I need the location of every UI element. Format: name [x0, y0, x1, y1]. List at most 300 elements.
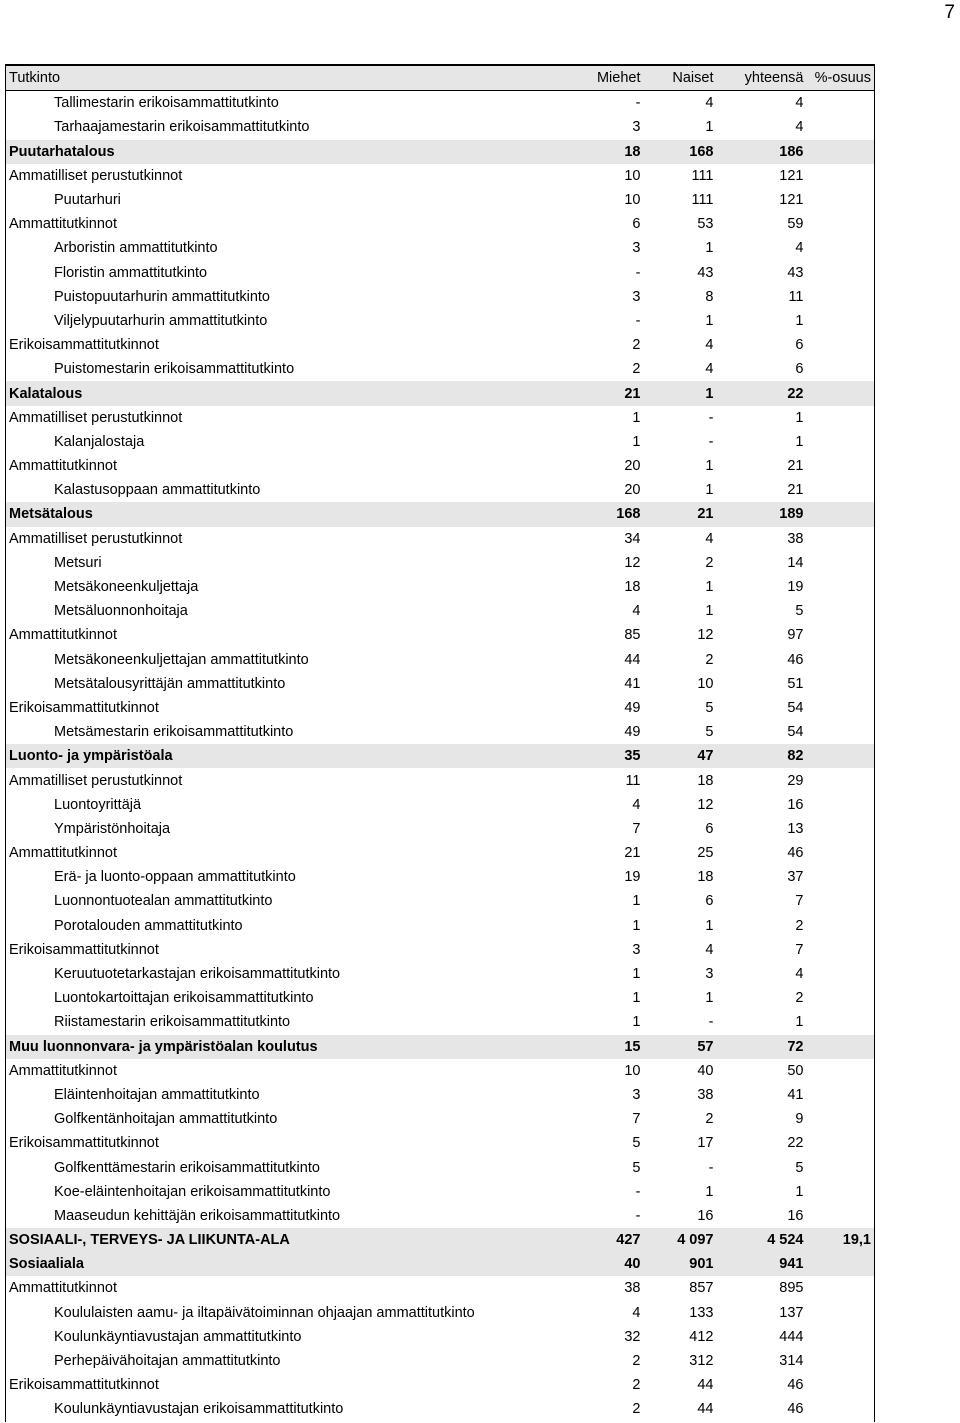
header-women: Naiset — [644, 65, 717, 91]
total-cell: 11 — [788, 288, 804, 305]
women-cell: - — [708, 433, 714, 450]
women-cell: 18 — [697, 772, 714, 789]
table-row-item — [6, 817, 875, 841]
table-row-field — [6, 502, 875, 526]
women-cell: 1 — [705, 119, 714, 136]
qualification-cell: Riistamestarin erikoisammattitutkinto — [54, 1014, 291, 1031]
total-cell: 121 — [779, 167, 804, 184]
women-cell: 12 — [697, 796, 714, 813]
women-cell: 25 — [697, 845, 714, 862]
women-cell: 111 — [691, 192, 714, 209]
women-cell: - — [708, 1014, 714, 1031]
table-row-item — [6, 889, 875, 913]
total-cell: 41 — [787, 1086, 804, 1103]
share-cell — [807, 793, 875, 817]
total-cell: 4 — [795, 119, 804, 136]
men-cell: 38 — [624, 1280, 641, 1297]
qualification-cell: Porotalouden ammattitutkinto — [54, 917, 243, 934]
men-cell: 41 — [624, 675, 641, 692]
table-row-field — [6, 1252, 875, 1276]
table-row-cat — [6, 406, 875, 430]
qualification-cell: Golfkentänhoitajan ammattitutkinto — [54, 1111, 278, 1128]
table-row-item — [6, 261, 875, 285]
share-cell — [807, 841, 875, 865]
men-cell: 1 — [632, 917, 641, 934]
table-row-cat — [6, 938, 875, 962]
share-cell — [807, 720, 875, 744]
total-cell: 14 — [787, 554, 804, 571]
total-cell: 1 — [795, 312, 804, 329]
table-row-cat — [6, 768, 875, 792]
men-cell: 10 — [624, 192, 641, 209]
table-row-item — [6, 1204, 875, 1228]
table-row-item — [6, 648, 875, 672]
table-row-item — [6, 1180, 875, 1204]
men-cell: 1 — [632, 1014, 641, 1031]
share-cell — [807, 212, 875, 236]
total-cell: 7 — [795, 893, 804, 910]
qualification-cell: Metsätalousyrittäjän ammattitutkinto — [54, 675, 286, 692]
women-cell: 1 — [705, 482, 714, 499]
women-cell: 3 — [705, 966, 714, 983]
share-cell — [807, 1204, 875, 1228]
men-cell: 20 — [624, 458, 641, 475]
share-cell — [807, 1349, 875, 1373]
women-cell: 4 — [705, 337, 714, 354]
men-cell: 4 — [632, 796, 641, 813]
qualification-cell: Metsäluonnonhoitaja — [54, 603, 188, 620]
qualification-cell: Eläintenhoitajan ammattitutkinto — [54, 1086, 260, 1103]
table-row-field — [6, 1035, 875, 1059]
share-cell — [807, 938, 875, 962]
men-cell: 19 — [624, 869, 641, 886]
table-row-field — [6, 140, 875, 164]
women-cell: 53 — [697, 216, 714, 233]
table-row-item — [6, 793, 875, 817]
men-cell: 20 — [624, 482, 641, 499]
table-row-cat — [6, 212, 875, 236]
men-cell: 7 — [632, 820, 641, 837]
table-row-cat — [6, 454, 875, 478]
total-cell: 50 — [787, 1062, 804, 1079]
women-cell: 16 — [697, 1207, 714, 1224]
total-cell: 13 — [787, 820, 804, 837]
total-cell: 46 — [787, 845, 804, 862]
women-cell: 5 — [705, 724, 714, 741]
qualification-cell: Koe-eläintenhoitajan erikoisammattitutkinto — [54, 1183, 331, 1200]
table-row-cat — [6, 333, 875, 357]
women-cell: 10 — [697, 675, 714, 692]
total-cell: 16 — [787, 1207, 804, 1224]
men-cell: 3 — [632, 240, 641, 257]
qualification-cell: Erikoisammattitutkinnot — [9, 941, 159, 958]
share-cell — [807, 140, 875, 164]
women-cell: 40 — [697, 1062, 714, 1079]
women-cell: 4 — [705, 941, 714, 958]
women-cell: 312 — [689, 1353, 714, 1370]
total-cell: 46 — [787, 1401, 804, 1418]
men-cell: 49 — [624, 699, 641, 716]
total-cell: 9 — [795, 1111, 804, 1128]
qualification-cell: Metsämestarin erikoisammattitutkinto — [54, 724, 294, 741]
qualification-cell: Erikoisammattitutkinnot — [9, 1377, 159, 1394]
share-cell — [807, 261, 875, 285]
qualification-cell: Ammattitutkinnot — [9, 216, 117, 233]
men-cell: - — [635, 312, 641, 329]
share-cell — [807, 696, 875, 720]
share-cell — [807, 1083, 875, 1107]
women-cell: 4 — [705, 530, 714, 547]
women-cell: 47 — [644, 744, 717, 768]
men-cell: - — [635, 95, 641, 112]
share-cell — [807, 454, 875, 478]
qualification-cell: SOSIAALI-, TERVEYS- JA LIIKUNTA-ALA — [6, 1228, 519, 1252]
share-cell — [807, 986, 875, 1010]
men-cell: 2 — [632, 361, 641, 378]
table-row-cat — [6, 164, 875, 188]
men-cell: 18 — [519, 140, 644, 164]
men-cell: 10 — [624, 167, 641, 184]
share-cell — [807, 889, 875, 913]
qualification-cell: Kalanjalostaja — [54, 433, 145, 450]
women-cell: 1 — [705, 458, 714, 475]
qualification-cell: Ammattitutkinnot — [9, 458, 117, 475]
total-cell: 5 — [795, 603, 804, 620]
qualification-cell: Puistomestarin erikoisammattitutkinto — [54, 361, 295, 378]
total-cell: 16 — [787, 796, 804, 813]
men-cell: 2 — [632, 1377, 641, 1394]
share-cell — [807, 236, 875, 260]
qualification-cell: Ammattitutkinnot — [9, 627, 117, 644]
total-cell: 444 — [779, 1328, 804, 1345]
men-cell: 1 — [632, 966, 641, 983]
women-cell: 44 — [697, 1401, 714, 1418]
women-cell: 21 — [644, 502, 717, 526]
share-cell — [807, 575, 875, 599]
qualification-cell: Ympäristönhoitaja — [54, 820, 171, 837]
qualification-cell: Luontokartoittajan erikoisammattitutkinto — [54, 990, 314, 1007]
women-cell: 6 — [705, 893, 714, 910]
men-cell: 5 — [632, 1159, 641, 1176]
women-cell: 857 — [689, 1280, 714, 1297]
share-cell: 19,1 — [807, 1228, 875, 1252]
header-share: %-osuus — [807, 65, 875, 91]
total-cell: 1 — [795, 409, 804, 426]
share-cell — [807, 357, 875, 381]
total-cell: 43 — [787, 264, 804, 281]
men-cell: 427 — [519, 1228, 644, 1252]
men-cell: 2 — [632, 1353, 641, 1370]
men-cell: 12 — [624, 554, 641, 571]
qualification-cell: Ammatilliset perustutkinnot — [9, 530, 183, 547]
table-row-item — [6, 1155, 875, 1179]
women-cell: 2 — [705, 554, 714, 571]
table-row-item — [6, 236, 875, 260]
share-cell — [807, 1180, 875, 1204]
men-cell: 6 — [632, 216, 641, 233]
total-cell: 189 — [717, 502, 807, 526]
men-cell: 1 — [632, 990, 641, 1007]
men-cell: - — [635, 1207, 641, 1224]
share-cell — [807, 865, 875, 889]
women-cell: 2 — [705, 1111, 714, 1128]
qualification-cell: Arboristin ammattitutkinto — [54, 240, 218, 257]
share-cell — [807, 1131, 875, 1155]
qualification-cell: Maaseudun kehittäjän erikoisammattitutkinto — [54, 1207, 341, 1224]
qualification-cell: Ammattitutkinnot — [9, 1280, 117, 1297]
qualification-cell: Muu luonnonvara- ja ympäristöalan koulutus — [6, 1035, 519, 1059]
qualification-cell: Golfkenttämestarin erikoisammattitutkinto — [54, 1159, 320, 1176]
men-cell: 44 — [624, 651, 641, 668]
table-row-item — [6, 188, 875, 212]
table-row-item — [6, 1325, 875, 1349]
table-row-item — [6, 357, 875, 381]
men-cell: 10 — [624, 1062, 641, 1079]
men-cell: 1 — [632, 433, 641, 450]
women-cell: 57 — [644, 1035, 717, 1059]
share-cell — [807, 478, 875, 502]
women-cell: 44 — [697, 1377, 714, 1394]
total-cell: 2 — [795, 917, 804, 934]
women-cell: 6 — [705, 820, 714, 837]
qualification-cell: Erikoisammattitutkinnot — [9, 1135, 159, 1152]
qualification-cell: Ammatilliset perustutkinnot — [9, 409, 183, 426]
table-row-item — [6, 115, 875, 139]
qualification-cell: Tarhaajamestarin erikoisammattitutkinto — [54, 119, 310, 136]
total-cell: 54 — [787, 699, 804, 716]
total-cell: 19 — [787, 579, 804, 596]
qualification-cell: Viljelypuutarhurin ammattitutkinto — [54, 312, 268, 329]
table-row-cat — [6, 1276, 875, 1300]
total-cell: 1 — [795, 433, 804, 450]
total-cell: 6 — [795, 337, 804, 354]
total-cell: 97 — [787, 627, 804, 644]
table-row-item — [6, 1301, 875, 1325]
total-cell: 38 — [787, 530, 804, 547]
men-cell: 3 — [632, 941, 641, 958]
table-row-item — [6, 672, 875, 696]
total-cell: 4 — [795, 95, 804, 112]
qualification-cell: Luontoyrittäjä — [54, 796, 142, 813]
total-cell: 22 — [787, 1135, 804, 1152]
table-row-item — [6, 599, 875, 623]
women-cell: 1 — [705, 603, 714, 620]
women-cell: 412 — [689, 1328, 714, 1345]
table-row-field — [6, 744, 875, 768]
share-cell — [807, 551, 875, 575]
men-cell: 21 — [624, 845, 641, 862]
women-cell: 17 — [697, 1135, 714, 1152]
women-cell: - — [708, 409, 714, 426]
women-cell: 1 — [705, 240, 714, 257]
women-cell: 18 — [697, 869, 714, 886]
share-cell — [807, 115, 875, 139]
total-cell: 895 — [779, 1280, 804, 1297]
women-cell: 4 097 — [644, 1228, 717, 1252]
share-cell — [807, 1373, 875, 1397]
table-row-cat — [6, 696, 875, 720]
table-header-row — [6, 65, 875, 91]
qualification-cell: Ammattitutkinnot — [9, 845, 117, 862]
qualification-cell: Puutarhatalous — [6, 140, 519, 164]
qualification-cell: Metsätalous — [6, 502, 519, 526]
total-cell: 121 — [779, 192, 804, 209]
share-cell — [807, 381, 875, 405]
share-cell — [807, 962, 875, 986]
page-number: 7 — [944, 2, 955, 23]
share-cell — [807, 1276, 875, 1300]
total-cell: 21 — [787, 458, 804, 475]
share-cell — [807, 285, 875, 309]
share-cell — [807, 406, 875, 430]
total-cell: 51 — [787, 675, 804, 692]
share-cell — [807, 309, 875, 333]
total-cell: 941 — [717, 1252, 807, 1276]
total-cell: 4 — [795, 966, 804, 983]
share-cell — [807, 768, 875, 792]
share-cell — [807, 744, 875, 768]
men-cell: 3 — [632, 288, 641, 305]
total-cell: 22 — [717, 381, 807, 405]
header-men: Miehet — [519, 65, 644, 91]
men-cell: 21 — [519, 381, 644, 405]
men-cell: 18 — [624, 579, 641, 596]
men-cell: 5 — [632, 1135, 641, 1152]
table-row-item — [6, 430, 875, 454]
share-cell — [807, 1155, 875, 1179]
table-row-item — [6, 865, 875, 889]
total-cell: 54 — [787, 724, 804, 741]
qualification-cell: Ammattitutkinnot — [9, 1062, 117, 1079]
total-cell: 82 — [717, 744, 807, 768]
qualification-cell: Luonnontuotealan ammattitutkinto — [54, 893, 273, 910]
women-cell: - — [708, 1159, 714, 1176]
qualification-cell: Erikoisammattitutkinnot — [9, 337, 159, 354]
men-cell: 34 — [624, 530, 641, 547]
table-row-item — [6, 551, 875, 575]
table-row-item — [6, 1083, 875, 1107]
table-row-item — [6, 914, 875, 938]
share-cell — [807, 1010, 875, 1034]
men-cell: - — [635, 264, 641, 281]
women-cell: 1 — [705, 579, 714, 596]
table-body — [6, 91, 875, 1422]
share-cell — [807, 1107, 875, 1131]
table-row-item — [6, 1397, 875, 1421]
share-cell — [807, 648, 875, 672]
table-row-item — [6, 986, 875, 1010]
table-row-item — [6, 91, 875, 116]
table-row-cat — [6, 527, 875, 551]
share-cell — [807, 188, 875, 212]
table-row-cat — [6, 1059, 875, 1083]
share-cell — [807, 1252, 875, 1276]
qualification-cell: Erikoisammattitutkinnot — [9, 699, 159, 716]
table-row-cat — [6, 1373, 875, 1397]
total-cell: 5 — [795, 1159, 804, 1176]
table-row-item — [6, 478, 875, 502]
men-cell: 40 — [519, 1252, 644, 1276]
share-cell — [807, 333, 875, 357]
qualification-cell: Metsäkoneenkuljettajan ammattitutkinto — [54, 651, 309, 668]
women-cell: 1 — [644, 381, 717, 405]
qualification-cell: Metsuri — [54, 554, 102, 571]
table-row-cat — [6, 841, 875, 865]
women-cell: 1 — [705, 1183, 714, 1200]
men-cell: 2 — [632, 337, 641, 354]
men-cell: 49 — [624, 724, 641, 741]
table-row-item — [6, 309, 875, 333]
women-cell: 4 — [705, 361, 714, 378]
women-cell: 1 — [705, 917, 714, 934]
women-cell: 5 — [705, 699, 714, 716]
share-cell — [807, 672, 875, 696]
table-row-cat — [6, 623, 875, 647]
table-row-item — [6, 285, 875, 309]
women-cell: 168 — [644, 140, 717, 164]
table-row-field — [6, 381, 875, 405]
total-cell: 1 — [795, 1014, 804, 1031]
total-cell: 6 — [795, 361, 804, 378]
qualification-cell: Koulunkäyntiavustajan ammattitutkinto — [54, 1328, 302, 1345]
share-cell — [807, 502, 875, 526]
total-cell: 21 — [787, 482, 804, 499]
women-cell: 4 — [705, 95, 714, 112]
men-cell: 168 — [519, 502, 644, 526]
qualification-cell: Puutarhuri — [54, 192, 121, 209]
total-cell: 59 — [787, 216, 804, 233]
men-cell: 7 — [632, 1111, 641, 1128]
women-cell: 2 — [705, 651, 714, 668]
men-cell: 3 — [632, 119, 641, 136]
qualification-cell: Erä- ja luonto-oppaan ammattitutkinto — [54, 869, 296, 886]
men-cell: 1 — [632, 409, 641, 426]
total-cell: 2 — [795, 990, 804, 1007]
total-cell: 314 — [779, 1353, 804, 1370]
share-cell — [807, 623, 875, 647]
men-cell: - — [635, 1183, 641, 1200]
table-row-item — [6, 962, 875, 986]
qualification-cell: Perhepäivähoitajan ammattitutkinto — [54, 1353, 281, 1370]
men-cell: 4 — [632, 603, 641, 620]
qualification-cell: Ammatilliset perustutkinnot — [9, 772, 183, 789]
total-cell: 1 — [795, 1183, 804, 1200]
men-cell: 4 — [632, 1304, 641, 1321]
qualification-cell: Ammatilliset perustutkinnot — [9, 167, 183, 184]
share-cell — [807, 527, 875, 551]
total-cell: 29 — [787, 772, 804, 789]
share-cell — [807, 164, 875, 188]
table-row-cat — [6, 1131, 875, 1155]
table-row-sector — [6, 1228, 875, 1252]
men-cell: 85 — [624, 627, 641, 644]
total-cell: 37 — [787, 869, 804, 886]
qualification-cell: Puistopuutarhurin ammattitutkinto — [54, 288, 270, 305]
men-cell: 35 — [519, 744, 644, 768]
men-cell: 1 — [632, 893, 641, 910]
qualification-cell: Kalastusoppaan ammattitutkinto — [54, 482, 261, 499]
qualification-cell: Sosiaaliala — [6, 1252, 519, 1276]
total-cell: 7 — [795, 941, 804, 958]
qualification-cell: Luonto- ja ympäristöala — [6, 744, 519, 768]
qualification-cell: Metsäkoneenkuljettaja — [54, 579, 199, 596]
total-cell: 46 — [787, 651, 804, 668]
qualification-cell: Koululaisten aamu- ja iltapäivätoiminnan ohjaajan ammattitutkinto — [54, 1304, 475, 1321]
header-qualification: Tutkinto — [6, 65, 519, 91]
women-cell: 111 — [691, 167, 714, 184]
qualification-cell: Keruutuotetarkastajan erikoisammattitutkinto — [54, 966, 341, 983]
men-cell: 15 — [519, 1035, 644, 1059]
